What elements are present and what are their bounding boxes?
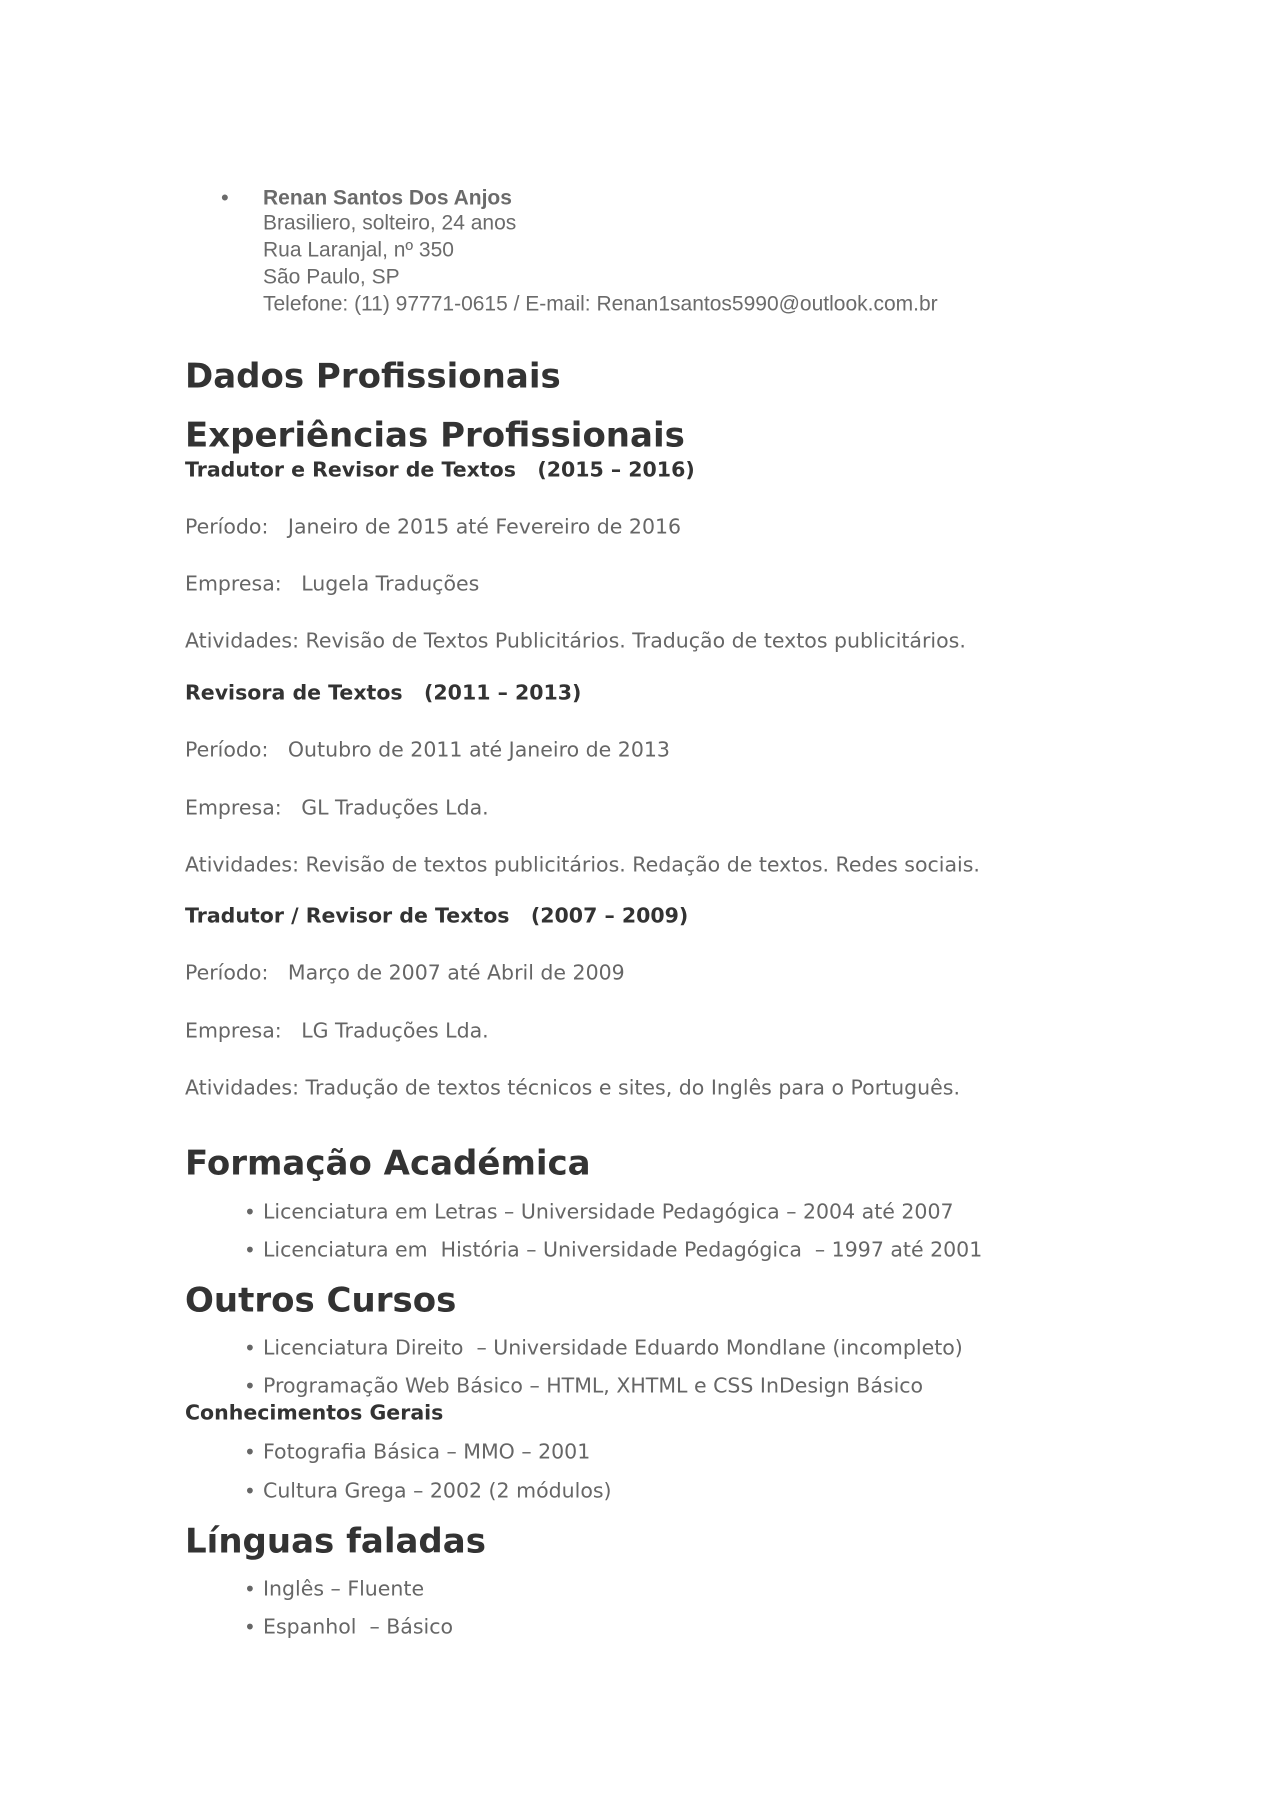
section-heading-linguas: Línguas faladas (185, 1521, 486, 1562)
bullet-icon: • (244, 1238, 256, 1262)
job-company: Empresa: Lugela Traduções (185, 571, 480, 596)
job-period: Período: Janeiro de 2015 até Fevereiro de 2016 (185, 514, 682, 539)
list-item: Licenciatura em Letras – Universidade Pedagógica – 2004 até 2007 (263, 1199, 954, 1224)
job-title: Revisora de Textos (2011 – 2013) (185, 680, 582, 705)
bullet-icon: • (244, 1200, 256, 1224)
job-period: Período: Outubro de 2011 até Janeiro de 2013 (185, 737, 670, 762)
bullet-icon: • (244, 1440, 256, 1464)
bullet-icon: • (221, 184, 229, 210)
bullet-icon: • (244, 1336, 256, 1360)
job-activities: Atividades: Revisão de Textos Publicitários. Tradução de textos publicitários. (185, 628, 966, 653)
candidate-name: Renan Santos Dos Anjos (263, 186, 512, 210)
bullet-icon: • (244, 1615, 256, 1639)
section-heading-conhecimentos: Conhecimentos Gerais (185, 1400, 444, 1425)
job-title: Tradutor / Revisor de Textos (2007 – 2009) (185, 903, 689, 928)
list-item: Cultura Grega – 2002 (2 módulos) (263, 1478, 612, 1503)
job-activities: Atividades: Revisão de textos publicitários. Redação de textos. Redes sociais. (185, 852, 980, 877)
list-item: Fotografia Básica – MMO – 2001 (263, 1439, 591, 1464)
bullet-icon: • (244, 1577, 256, 1601)
list-item: Inglês – Fluente (263, 1576, 425, 1601)
bullet-icon: • (244, 1374, 256, 1398)
job-title: Tradutor e Revisor de Textos (2015 – 2016) (185, 457, 695, 482)
list-item: Programação Web Básico – HTML, XHTML e CSS InDesign Básico (263, 1373, 924, 1398)
job-activities: Atividades: Tradução de textos técnicos e sites, do Inglês para o Português. (185, 1075, 960, 1100)
list-item: Licenciatura em História – Universidade Pedagógica – 1997 até 2001 (263, 1237, 983, 1262)
section-heading-dados: Dados Profissionais (185, 356, 561, 397)
section-heading-formacao: Formação Académica (185, 1143, 591, 1184)
job-company: Empresa: LG Traduções Lda. (185, 1018, 489, 1043)
job-period: Período: Março de 2007 até Abril de 2009 (185, 960, 625, 985)
list-item: Espanhol – Básico (263, 1614, 454, 1639)
city: São Paulo, SP (263, 265, 400, 289)
contact-info: Telefone: (11) 97771-0615 / E-mail: Renan1santos5990@outlook.com.br (263, 292, 938, 316)
list-item: Licenciatura Direito – Universidade Eduardo Mondlane (incompleto) (263, 1335, 963, 1360)
bullet-icon: • (244, 1479, 256, 1503)
personal-info: Brasiliero, solteiro, 24 anos (263, 211, 517, 235)
section-heading-outros: Outros Cursos (185, 1280, 457, 1321)
job-company: Empresa: GL Traduções Lda. (185, 795, 489, 820)
address: Rua Laranjal, nº 350 (263, 238, 454, 262)
section-heading-experiencias: Experiências Profissionais (185, 415, 685, 456)
